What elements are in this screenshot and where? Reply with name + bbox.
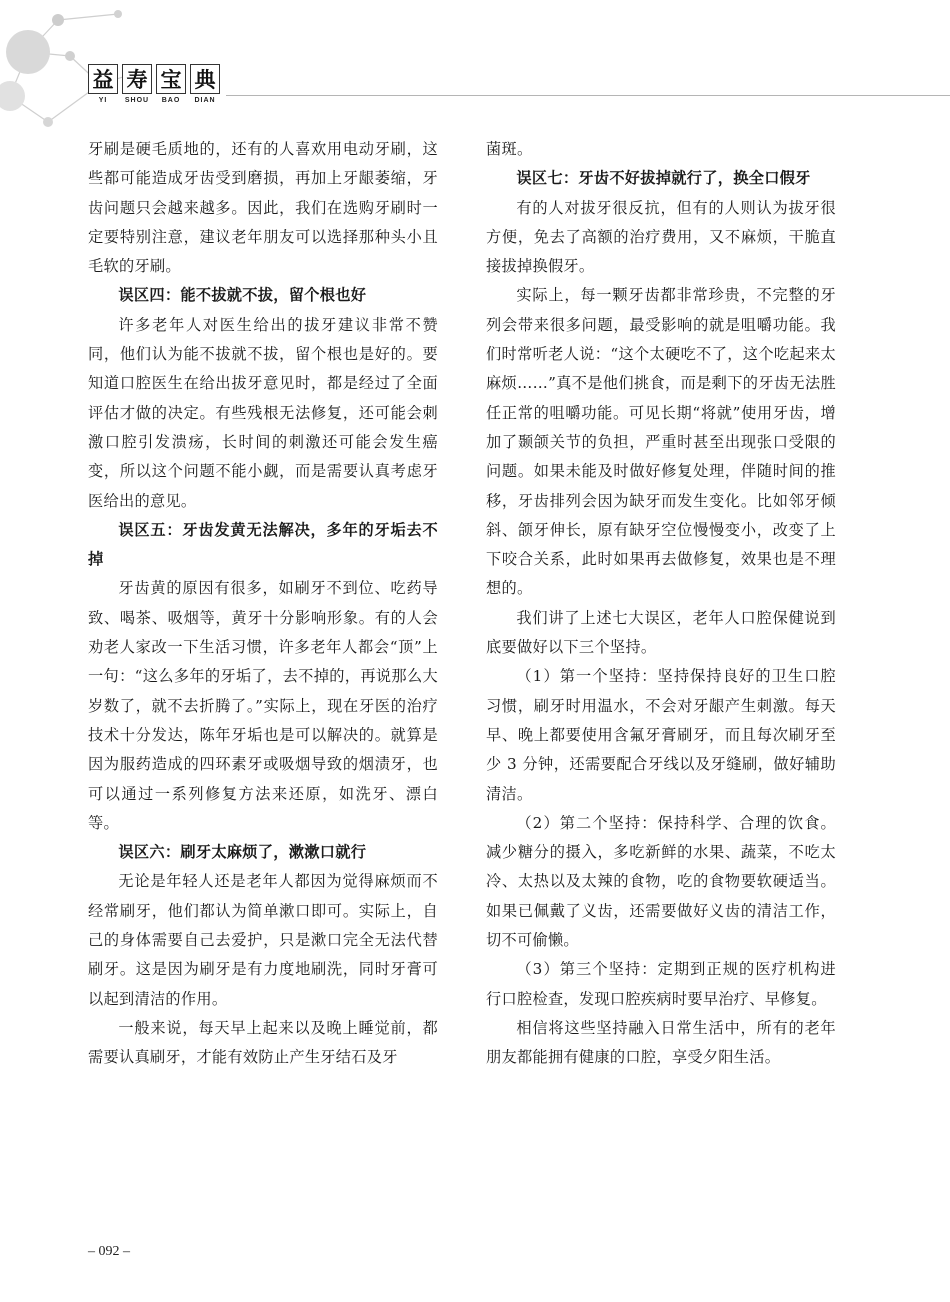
- molecule-atom: [43, 117, 53, 127]
- body-paragraph: 有的人对拔牙很反抗，但有的人则认为拔牙很方便，免去了高额的治疗费用，又不麻烦，干脆直接拔掉换假牙。: [486, 198, 836, 276]
- body-paragraph: 无论是年轻人还是老年人都因为觉得麻烦而不经常刷牙，他们都认为简单漱口即可。实际上，自己的身体需要自己去爱护，只是漱口完全无法代替刷牙。这是因为刷牙是有力度地刷洗，同时牙膏可以起到清洁的作用。: [88, 872, 438, 1008]
- continued-paragraph: 菌斑。: [486, 140, 533, 158]
- left-column: [88, 135, 438, 1073]
- brand-logo: [88, 64, 220, 104]
- page-number: – 092 –: [88, 1244, 130, 1259]
- brand-pinyin-item: YI: [98, 97, 108, 104]
- molecule-atom-large: [6, 30, 50, 74]
- molecule-atom: [114, 10, 122, 18]
- section-heading-myth-7: 误区七：牙齿不好拔掉就行了，换全口假牙: [516, 169, 811, 188]
- brand-char: 益: [88, 64, 118, 94]
- body-paragraph: 许多老年人对医生给出的拔牙建议非常不赞同，他们认为能不拔就不拔，留个根也是好的。要知道口腔医生在给出拔牙意见时，都是经过了全面评估才做的决定。有些残根无法修复，还可能会刺激口腔引发溃疡，长时间的刺激还可能会发生癌变，所以这个问题不能小觑，而是需要认真考虑牙医给出的意见。: [88, 315, 438, 510]
- molecule-atom: [0, 81, 25, 111]
- list-item-persistence-2: （2）第二个坚持：保持科学、合理的饮食。减少糖分的摄入，多吃新鲜的水果、蔬菜，不吃太冷、太热以及太辣的食物，吃的食物要软硬适当。如果已佩戴了义齿，还需要做好义齿的清洁工作，切不可偷懒。: [486, 813, 836, 950]
- brand-pinyin-item: BAO: [161, 97, 181, 104]
- right-column: [486, 135, 836, 1073]
- brand-pinyin-item: DIAN: [194, 97, 216, 104]
- body-paragraph: 牙齿黄的原因有很多，如刷牙不到位、吃药导致、喝茶、吸烟等，黄牙十分影响形象。有的人会劝老人家改一下生活习惯，许多老年人都会“顶”上一句：“这么多年的牙垢了，去不掉的，再说那么大岁数了，就不去折腾了。”实际上，现在牙医的治疗技术十分发达，陈年牙垢也是可以解决的。就算是因为服药造成的四环素牙或吸烟导致的烟渍牙，也可以通过一系列修复方法来还原，如洗牙、漂白等。: [88, 579, 438, 832]
- body-paragraph: 我们讲了上述七大误区，老年人口腔保健说到底要做好以下三个坚持。: [486, 608, 836, 657]
- continued-paragraph: 牙刷是硬毛质地的，还有的人喜欢用电动牙刷，这些都可能造成牙齿受到磨损，再加上牙龈萎缩，牙齿问题只会越来越多。因此，我们在选购牙刷时一定要特别注意，建议老年朋友可以选择那种头小且毛软的牙刷。: [88, 140, 438, 276]
- molecule-atom: [52, 14, 64, 26]
- brand-char: 典: [190, 64, 220, 94]
- brand-char: 寿: [122, 64, 152, 94]
- list-item-persistence-3: （3）第三个坚持：定期到正规的医疗机构进行口腔检查，发现口腔疾病时要早治疗、早修复。: [486, 960, 836, 1008]
- section-heading-myth-4: 误区四：能不拔就不拔，留个根也好: [118, 286, 367, 305]
- brand-pinyin: [88, 97, 220, 104]
- conclusion-paragraph: 相信将这些坚持融入日常生活中，所有的老年朋友都能拥有健康的口腔，享受夕阳生活。: [486, 1018, 836, 1067]
- brand-char: 宝: [156, 64, 186, 94]
- body-paragraph: 一般来说，每天早上起来以及晚上睡觉前，都需要认真刷牙，才能有效防止产生牙结石及牙: [88, 1018, 438, 1067]
- molecule-atom: [65, 51, 75, 61]
- header-divider: [226, 95, 950, 96]
- brand-pinyin-item: SHOU: [124, 97, 150, 104]
- section-heading-myth-6: 误区六：刷牙太麻烦了，漱漱口就行: [118, 843, 367, 862]
- section-heading-myth-5: 误区五：牙齿发黄无法解决，多年的牙垢去不掉: [88, 520, 438, 569]
- body-paragraph: 实际上，每一颗牙齿都非常珍贵，不完整的牙列会带来很多问题，最受影响的就是咀嚼功能。我们时常听老人说：“这个太硬吃不了，这个吃起来太麻烦……”真不是他们挑食，而是剩下的牙齿无法胜任正常的咀嚼功能。可见长期“将就”使用牙齿，增加了颞颌关节的负担，严重时甚至出现张口受限的问题。如果未能及时做好修复处理，伴随时间的推移，牙齿排列会因为缺牙而发生变化。比如邻牙倾斜、颌牙伸长，原有缺牙空位慢慢变小，改变了上下咬合关系，此时如果再去做修复，效果也是不理想的。: [486, 286, 836, 598]
- brand-title: [88, 64, 220, 94]
- list-item-persistence-1: （1）第一个坚持：坚持保持良好的卫生口腔习惯，刷牙时用温水，不会对牙龈产生刺激。每天早、晚上都要使用含氟牙膏刷牙，而且每次刷牙至少 3 分钟，还需要配合牙线以及牙缝刷，做好辅助清洁。: [486, 667, 836, 803]
